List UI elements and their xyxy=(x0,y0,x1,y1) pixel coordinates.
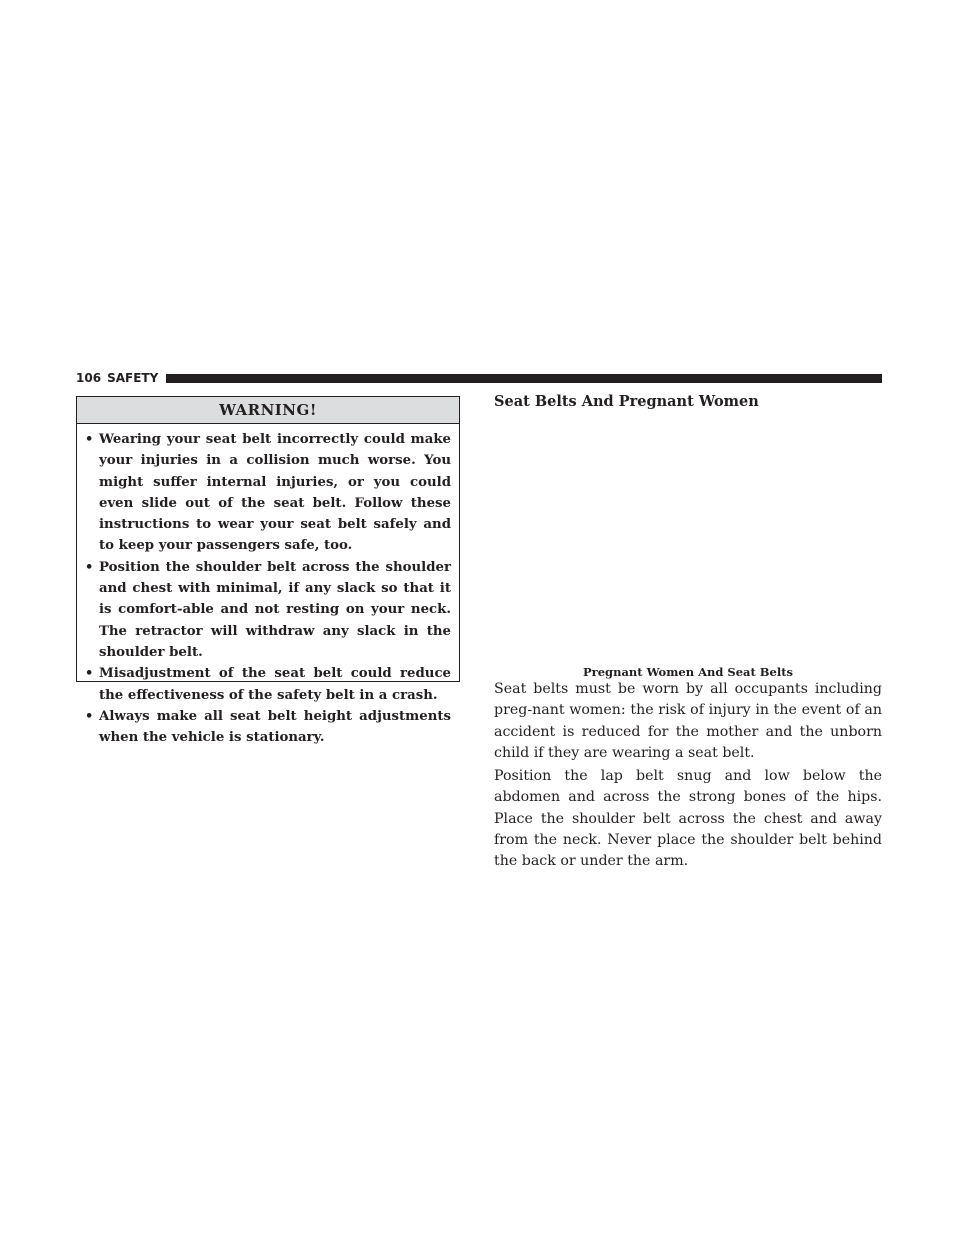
warning-item-text: Always make all seat belt height adjustments when the vehicle is stationary. xyxy=(99,708,451,746)
bullet-icon: • xyxy=(85,559,94,575)
warning-item xyxy=(85,557,451,663)
warning-list xyxy=(77,424,459,748)
warning-item xyxy=(85,706,451,749)
figure-caption: Pregnant Women And Seat Belts xyxy=(583,665,793,679)
warning-box xyxy=(76,396,460,746)
bullet-icon: • xyxy=(85,432,94,447)
warning-item xyxy=(85,663,451,706)
header-rule xyxy=(166,374,882,383)
warning-item xyxy=(85,429,451,557)
page-number: 106 xyxy=(76,371,102,385)
warning-title: WARNING! xyxy=(77,397,459,424)
figure-placeholder xyxy=(494,418,882,658)
warning-item-text: Misadjustment of the seat belt could reduce the effectiveness of the safety belt in a crash. xyxy=(99,666,451,703)
body-paragraph: Position the lap belt snug and low below the abdomen and across the strong bones of the hips. Place the shoulder belt across the chest and away from the neck. Never place the shoulder belt behind the back or under the arm. xyxy=(494,768,882,870)
warning-item-text: Wearing your seat belt incorrectly could make your injuries in a collision much worse. You might suffer internal injuries, or you could even slide out of the seat belt. Follow these instructions to wear your seat belt safely and to keep your passengers safe, too. xyxy=(99,432,451,554)
bullet-icon: • xyxy=(85,708,94,724)
warning-item-text: Position the shoulder belt across the shoulder and chest with minimal, if any slack so that it is comfort-able and not resting on your neck. The retractor will withdraw any slack in the shoulder belt. xyxy=(99,559,451,660)
section-name: SAFETY xyxy=(107,371,159,385)
page-header xyxy=(76,371,882,385)
section-heading: Seat Belts And Pregnant Women xyxy=(494,393,759,410)
bullet-icon: • xyxy=(85,666,94,682)
body-paragraph: Seat belts must be worn by all occupants including preg-nant women: the risk of injury in the event of an accident is reduced for the mother and the unborn child if they are wearing a seat belt. xyxy=(494,681,882,761)
